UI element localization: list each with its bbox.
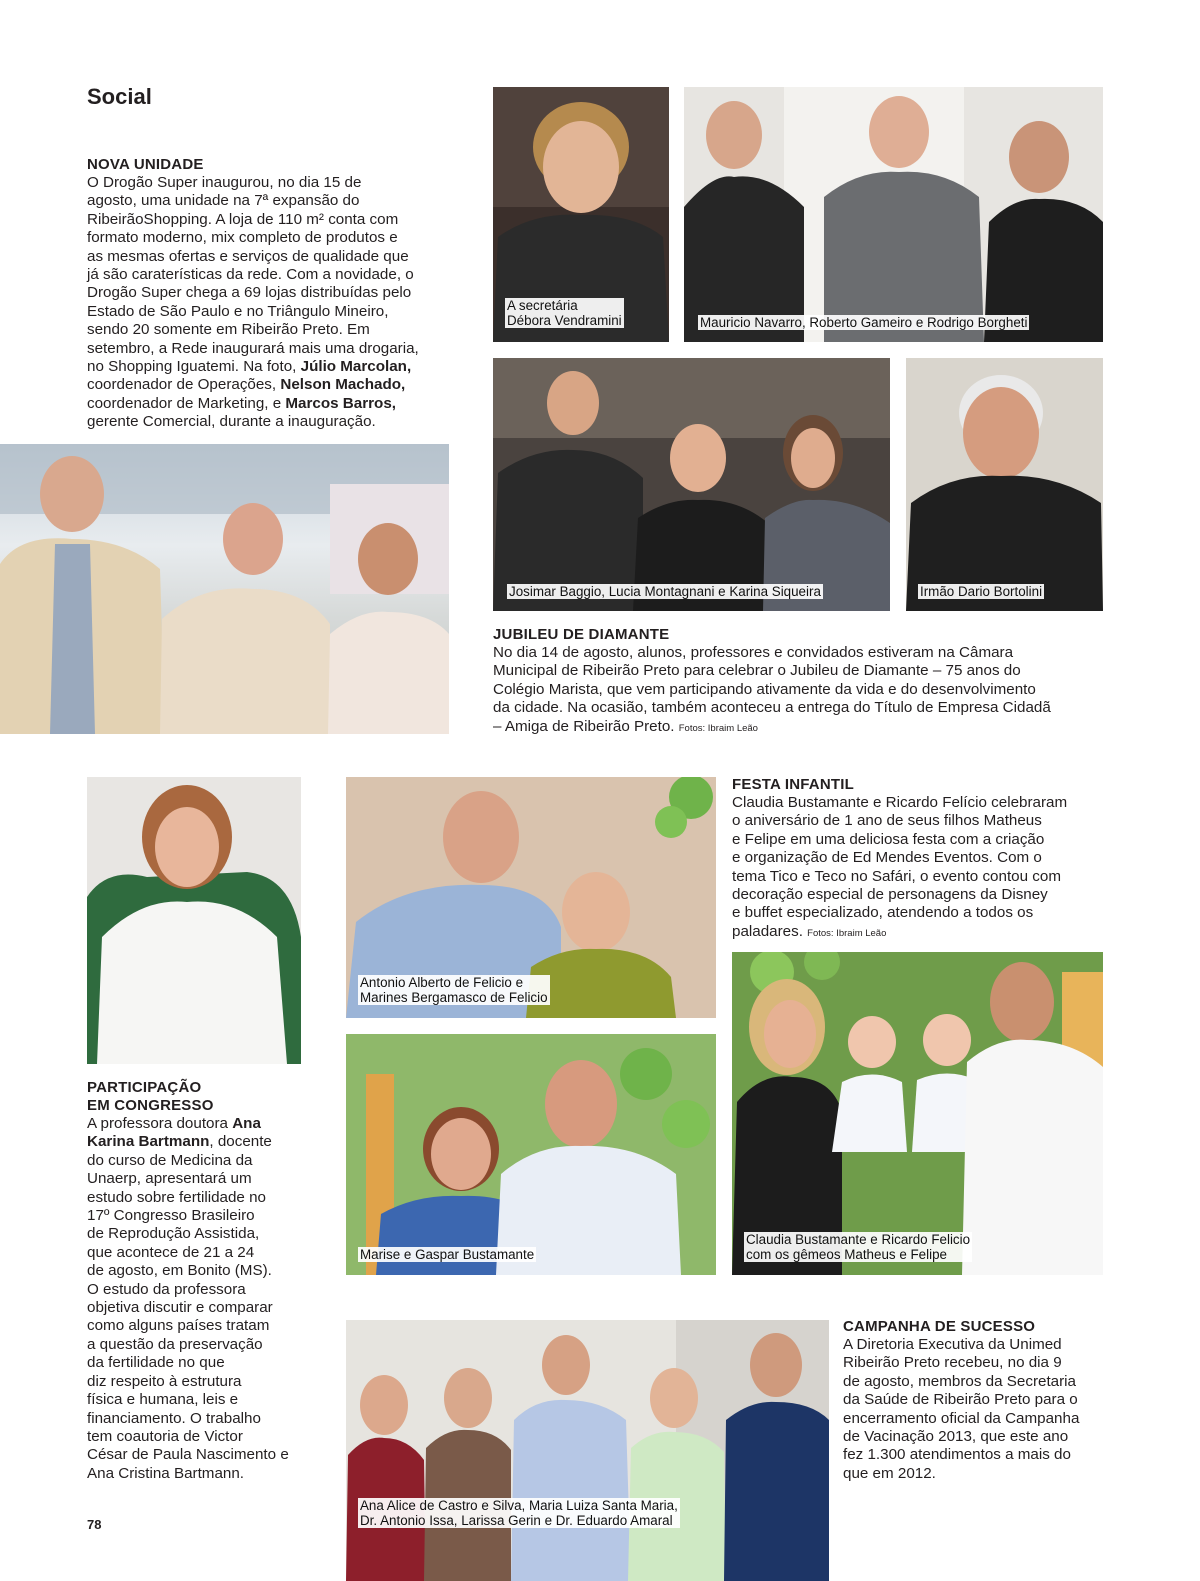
photo-josimar-lucia-karina <box>493 358 890 611</box>
photo-unimed-group <box>346 1320 829 1581</box>
text-line: de Vacinação 2013, que este ano <box>843 1428 1069 1446</box>
photo-debora-vendramini <box>493 87 669 342</box>
campanha-article <box>843 1318 1113 1483</box>
text-line: de Reprodução Assistida, <box>87 1225 260 1243</box>
text-line: de agosto, em Bonito (MS). <box>87 1262 272 1280</box>
text-line: 17º Congresso Brasileiro <box>87 1207 255 1225</box>
photo-drogao-inauguration <box>0 444 449 734</box>
page-number: 78 <box>87 1517 102 1532</box>
text-line: coordenador de Marketing, e Marcos Barros, <box>87 394 396 412</box>
caption-mauricio: Mauricio Navarro, Roberto Gameiro e Rodrigo Borgheti <box>700 315 1028 330</box>
text-line: A Diretoria Executiva da Unimed <box>843 1336 1062 1353</box>
text-line: física e humana, leis e <box>87 1391 239 1409</box>
person-name: Júlio Marcolan, <box>300 358 412 376</box>
congresso-heading: PARTICIPAÇÃO EM CONGRESSO <box>87 1079 214 1114</box>
jubileu-heading: JUBILEU DE DIAMANTE <box>493 626 670 643</box>
caption-antonio: Antonio Alberto de Felicio e Marines Bergamasco de Felicio <box>360 975 548 1005</box>
festa-article <box>732 776 1103 943</box>
text-line: como alguns países tratam <box>87 1317 270 1335</box>
photo-ana-karina-bartmann <box>87 777 301 1064</box>
text-line: coordenador de Operações, Nelson Machado, <box>87 376 406 394</box>
jubileu-body <box>493 644 1103 738</box>
person-name: Ana <box>232 1115 261 1132</box>
text-line: da cidade. Na ocasião, também aconteceu a entrega do Título de Empresa Cidadã <box>493 699 1051 717</box>
text-line: já são caraterísticas da rede. Com a novidade, o <box>87 266 414 284</box>
text-line: O Drogão Super inaugurou, no dia 15 de <box>87 174 362 191</box>
text-line: as mesmas ofertas e serviços de qualidade que <box>87 247 409 265</box>
nova-unidade-body <box>87 174 449 432</box>
text-line: da fertilidade no que <box>87 1354 225 1372</box>
text-line: financiamento. O trabalho <box>87 1409 261 1427</box>
text-line: Ribeirão Preto recebeu, no dia 9 <box>843 1354 1062 1372</box>
section-label: Social <box>87 84 152 109</box>
text-line: a questão da preservação <box>87 1335 263 1353</box>
text-line: Drogão Super chega a 69 lojas distribuídas pelo <box>87 284 412 302</box>
campanha-body <box>843 1336 1113 1483</box>
photo-credit: Fotos: Ibraim Leão <box>807 927 887 939</box>
text-line: que em 2012. <box>843 1464 936 1482</box>
text-line: RibeirãoShopping. A loja de 110 m² conta com <box>87 210 399 228</box>
text-line: e organização de Ed Mendes Eventos. Com o <box>732 849 1042 867</box>
person-name: Karina Bartmann <box>87 1133 210 1151</box>
text-line: César de Paula Nascimento e <box>87 1446 289 1464</box>
jubileu-article <box>493 626 1103 738</box>
caption-marise: Marise e Gaspar Bustamante <box>360 1247 535 1262</box>
person-name: Marcos Barros, <box>285 394 396 412</box>
nova-unidade-article <box>87 156 449 432</box>
photo-antonio-marines <box>346 777 716 1018</box>
caption-claudia: Claudia Bustamante e Ricardo Felicio com os gêmeos Matheus e Felipe <box>746 1232 971 1262</box>
text-line: formato moderno, mix completo de produtos e <box>87 229 398 247</box>
caption-josimar: Josimar Baggio, Lucia Montagnani e Karina Siqueira <box>509 584 821 599</box>
drogao-photo-figures <box>0 444 449 734</box>
text-line: – Amiga de Ribeirão Preto. Fotos: Ibraim Leão <box>493 717 758 735</box>
text-line: o aniversário de 1 ano de seus filhos Matheus <box>732 812 1042 830</box>
text-line: e Felipe em uma deliciosa festa com a criação <box>732 830 1045 848</box>
text-line: da Saúde de Ribeirão Preto para o <box>843 1391 1078 1409</box>
person-name: Nelson Machado, <box>280 376 406 394</box>
caption-unimed: Ana Alice de Castro e Silva, Maria Luiza Santa Maria, Dr. Antonio Issa, Larissa Gerin e Dr. Eduardo Amaral <box>360 1498 678 1528</box>
text-line: decoração especial de personagens da Disney <box>732 886 1048 904</box>
text-line: setembro, a Rede inaugurará mais uma drogaria, <box>87 339 419 357</box>
text-line: e buffet especializado, atendendo a todos os <box>732 904 1034 922</box>
text-line: que acontece de 21 a 24 <box>87 1243 255 1261</box>
congresso-article <box>87 1079 317 1483</box>
text-line: fez 1.300 atendimentos a mais do <box>843 1446 1071 1464</box>
text-line: diz respeito à estrutura <box>87 1372 242 1390</box>
text-line: Unaerp, apresentará um <box>87 1170 252 1188</box>
text-line: Colégio Marista, que vem participando ativamente da vida e do desenvolvimento <box>493 680 1036 698</box>
text-line: encerramento oficial da Campanha <box>843 1409 1080 1427</box>
photo-credit: Fotos: Ibraim Leão <box>678 722 758 734</box>
text-line: gerente Comercial, durante a inauguração. <box>87 413 376 431</box>
text-line: de agosto, membros da Secretaria <box>843 1372 1076 1390</box>
text-line: Karina Bartmann, docente <box>87 1133 272 1151</box>
photo-claudia-ricardo-twins <box>732 952 1103 1275</box>
text-line: Estado de São Paulo e no Triângulo Mineiro, <box>87 302 389 320</box>
photo-three-men-suits <box>684 87 1103 342</box>
festa-heading: FESTA INFANTIL <box>732 776 854 793</box>
caption-debora: A secretária Débora Vendramini <box>507 298 622 328</box>
text-line: A professora doutora Ana <box>87 1115 261 1132</box>
text-line: O estudo da professora <box>87 1280 246 1298</box>
text-line: no Shopping Iguatemi. Na foto, Júlio Marcolan, <box>87 358 412 376</box>
congresso-body <box>87 1115 317 1483</box>
text-line: do curso de Medicina da <box>87 1151 253 1169</box>
photo-marise-gaspar <box>346 1034 716 1275</box>
caption-dario: Irmão Dario Bortolini <box>920 584 1043 599</box>
text-line: tem coautoria de Victor <box>87 1427 243 1445</box>
festa-body <box>732 794 1103 943</box>
text-line: No dia 14 de agosto, alunos, professores e convidados estiveram na Câmara <box>493 644 1014 661</box>
text-line: estudo sobre fertilidade no <box>87 1188 266 1206</box>
text-line: Ana Cristina Bartmann. <box>87 1464 245 1482</box>
text-line: sendo 20 somente em Ribeirão Preto. Em <box>87 321 370 339</box>
text-line: agosto, uma unidade na 7ª expansão do <box>87 192 360 210</box>
photo-dario-bortolini <box>906 358 1103 611</box>
text-line: Municipal de Ribeirão Preto para celebrar o Jubileu de Diamante – 75 anos do <box>493 662 1021 680</box>
text-line: objetiva discutir e comparar <box>87 1299 273 1317</box>
nova-unidade-heading: NOVA UNIDADE <box>87 156 204 173</box>
campanha-heading: CAMPANHA DE SUCESSO <box>843 1318 1036 1335</box>
text-line: Claudia Bustamante e Ricardo Felício celebraram <box>732 794 1068 811</box>
text-line: tema Tico e Teco no Safári, o evento contou com <box>732 867 1061 885</box>
text-line: paladares. Fotos: Ibraim Leão <box>732 922 887 940</box>
